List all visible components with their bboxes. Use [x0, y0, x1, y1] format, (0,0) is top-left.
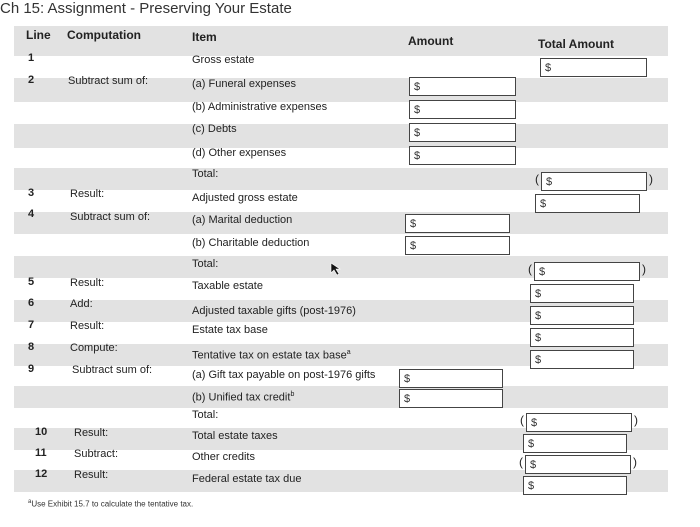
item-label: Adjusted gross estate [192, 192, 298, 204]
row-band [14, 124, 668, 148]
computation-label: Result: [70, 320, 105, 332]
charitable-deduction-input[interactable] [405, 236, 510, 255]
footnote-marker: b [290, 391, 295, 398]
dollar-sign: $ [531, 416, 538, 429]
row-band [14, 386, 668, 408]
dollar-sign: $ [414, 103, 421, 116]
estate-worksheet [14, 26, 668, 496]
item-label: (a) Funeral expenses [192, 78, 296, 90]
dollar-sign: $ [528, 479, 535, 492]
computation-label: Add: [70, 298, 93, 310]
taxable-estate-input[interactable] [530, 284, 634, 303]
mouse-cursor-icon [330, 262, 342, 276]
open-paren: ( [535, 172, 539, 186]
dollar-sign: $ [530, 458, 537, 471]
header-amount: Amount [408, 34, 454, 48]
dollar-sign: $ [535, 309, 542, 322]
item-label: Other credits [192, 451, 255, 463]
tentative-tax-input[interactable] [530, 350, 634, 369]
item-label: Total estate taxes [192, 430, 278, 442]
item-label [192, 346, 351, 363]
credits-total-input[interactable] [526, 413, 632, 432]
item-label: Estate tax base [192, 324, 268, 336]
line-number: 1 [28, 52, 35, 64]
deductions-total-input[interactable] [541, 172, 647, 191]
dollar-sign: $ [414, 149, 421, 162]
item-label: (d) Other expenses [192, 147, 287, 159]
computation-label: Subtract sum of: [72, 364, 153, 376]
footnote-marker: a [28, 499, 32, 505]
close-paren: ) [642, 262, 646, 276]
dollar-sign: $ [539, 265, 546, 278]
line-number: 2 [28, 74, 35, 86]
federal-estate-tax-due-input[interactable] [523, 476, 627, 495]
line-number: 7 [28, 319, 35, 331]
header-line: Line [26, 28, 51, 42]
dollar-sign: $ [535, 331, 542, 344]
funeral-expenses-input[interactable] [409, 77, 516, 96]
item-text: Tentative tax on estate tax base [192, 349, 347, 362]
line-number: 12 [35, 468, 48, 480]
computation-label: Compute: [70, 342, 118, 354]
line-number: 3 [28, 187, 35, 199]
line-number: 5 [28, 276, 35, 288]
dollar-sign: $ [528, 437, 535, 450]
close-paren: ) [649, 172, 653, 186]
close-paren: ) [634, 413, 638, 427]
dollar-sign: $ [540, 197, 547, 210]
dollar-sign: $ [546, 175, 553, 188]
item-label [192, 388, 294, 405]
total-estate-taxes-input[interactable] [523, 434, 627, 453]
computation-label: Subtract sum of: [68, 75, 149, 87]
administrative-expenses-input[interactable] [409, 100, 516, 119]
item-label: (b) Charitable deduction [192, 237, 310, 249]
adjusted-gross-estate-input[interactable] [535, 194, 640, 213]
line-number: 9 [28, 363, 35, 375]
header-item: Item [192, 30, 217, 44]
computation-label: Subtract: [74, 448, 119, 460]
header-total-amount: Total Amount [538, 37, 614, 51]
marital-deduction-input[interactable] [405, 214, 510, 233]
item-label: Federal estate tax due [192, 473, 302, 485]
computation-label: Result: [70, 277, 105, 289]
item-label: (a) Marital deduction [192, 214, 293, 226]
dollar-sign: $ [535, 287, 542, 300]
computation-label: Result: [74, 427, 109, 439]
item-label: Total: [192, 258, 219, 270]
footnote-text: Use Exhibit 15.7 to calculate the tentative tax. [31, 499, 194, 509]
line-number: 11 [35, 447, 47, 459]
dollar-sign: $ [404, 392, 411, 405]
line-number: 6 [28, 297, 35, 309]
open-paren: ( [519, 455, 523, 469]
unified-tax-credit-input[interactable] [399, 389, 503, 408]
debts-input[interactable] [409, 123, 516, 142]
dollar-sign: $ [414, 80, 421, 93]
gross-estate-total-input[interactable] [540, 58, 647, 77]
item-label: (a) Gift tax payable on post-1976 gifts [192, 369, 376, 381]
item-label: Adjusted taxable gifts (post-1976) [192, 305, 356, 317]
dollar-sign: $ [410, 217, 417, 230]
open-paren: ( [528, 262, 532, 276]
line-number: 10 [35, 426, 48, 438]
computation-label: Result: [70, 188, 105, 200]
footnote-marker: a [346, 349, 351, 356]
dollar-sign: $ [535, 353, 542, 366]
open-paren: ( [520, 413, 524, 427]
dollar-sign: $ [545, 61, 552, 74]
item-label: (b) Administrative expenses [192, 101, 328, 113]
line-number: 8 [28, 341, 35, 353]
item-label: Taxable estate [192, 280, 263, 292]
other-expenses-input[interactable] [409, 146, 516, 165]
deductions2-total-input[interactable] [534, 262, 640, 281]
footnote [28, 499, 193, 509]
item-label: (c) Debts [192, 123, 237, 135]
dollar-sign: $ [410, 239, 417, 252]
gift-tax-payable-input[interactable] [399, 369, 503, 388]
page-title: Ch 15: Assignment - Preserving Your Estate [0, 0, 292, 17]
estate-tax-base-input[interactable] [530, 328, 634, 347]
item-label: Gross estate [192, 54, 255, 66]
dollar-sign: $ [404, 372, 411, 385]
close-paren: ) [633, 455, 637, 469]
adjusted-taxable-gifts-input[interactable] [530, 306, 634, 325]
other-credits-input[interactable] [525, 455, 631, 474]
item-text: (b) Unified tax credit [192, 391, 291, 404]
header-computation: Computation [67, 28, 141, 42]
computation-label: Result: [74, 469, 109, 481]
dollar-sign: $ [414, 126, 421, 139]
computation-label: Subtract sum of: [70, 211, 151, 223]
item-label: Total: [192, 168, 219, 180]
item-label: Total: [192, 409, 219, 421]
line-number: 4 [28, 208, 35, 220]
